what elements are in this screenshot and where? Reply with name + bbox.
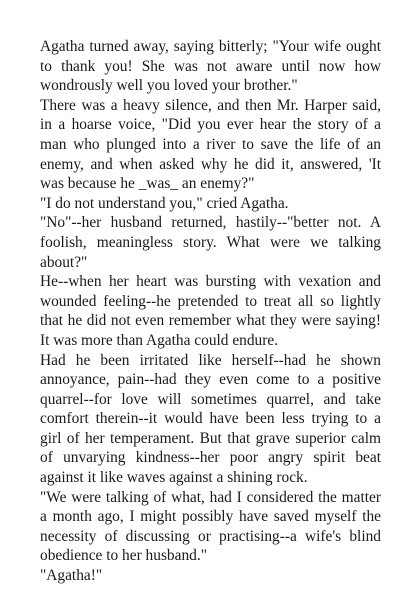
- paragraph-8: "Agatha!": [40, 567, 103, 585]
- paragraph-7: "We were talking of what, had I considered the matter a month ago, I might possibly have saved myself the necessity of discussing or practising--a wife's blind obedience to her husband.": [40, 488, 381, 565]
- paragraph-3: "I do not understand you," cried Agatha.: [40, 194, 289, 212]
- paragraph-4: "No"--her husband returned, hastily--"better not. A foolish, meaningless story. What were we talking about?": [40, 214, 381, 271]
- paragraph-6: Had he been irritated like herself--had he shown annoyance, pain--had they even come to a positive quarrel--for love will sometimes quarrel, and take comfort therein--it would have been less trying to a girl of her temperament. But that grave superior calm of unvarying kindness--her poor angry spirit beat against it like waves against a shining rock.: [40, 351, 381, 487]
- document-page: [40, 37, 381, 586]
- paragraph-1: Agatha turned away, saying bitterly; "Your wife ought to thank you! She was not aware until now how wondrously well you loved your brother.": [40, 38, 381, 95]
- paragraph-2: There was a heavy silence, and then Mr. Harper said, in a hoarse voice, "Did you ever hear the story of a man who plunged into a river to save the life of an enemy, and when asked why he did it, answered, 'It was because he _was_ an enemy?": [40, 96, 381, 193]
- paragraph-5: He--when her heart was bursting with vexation and wounded feeling--he pretended to treat all so lightly that he did not even remember what they were saying! It was more than Agatha could endure.: [40, 273, 381, 349]
